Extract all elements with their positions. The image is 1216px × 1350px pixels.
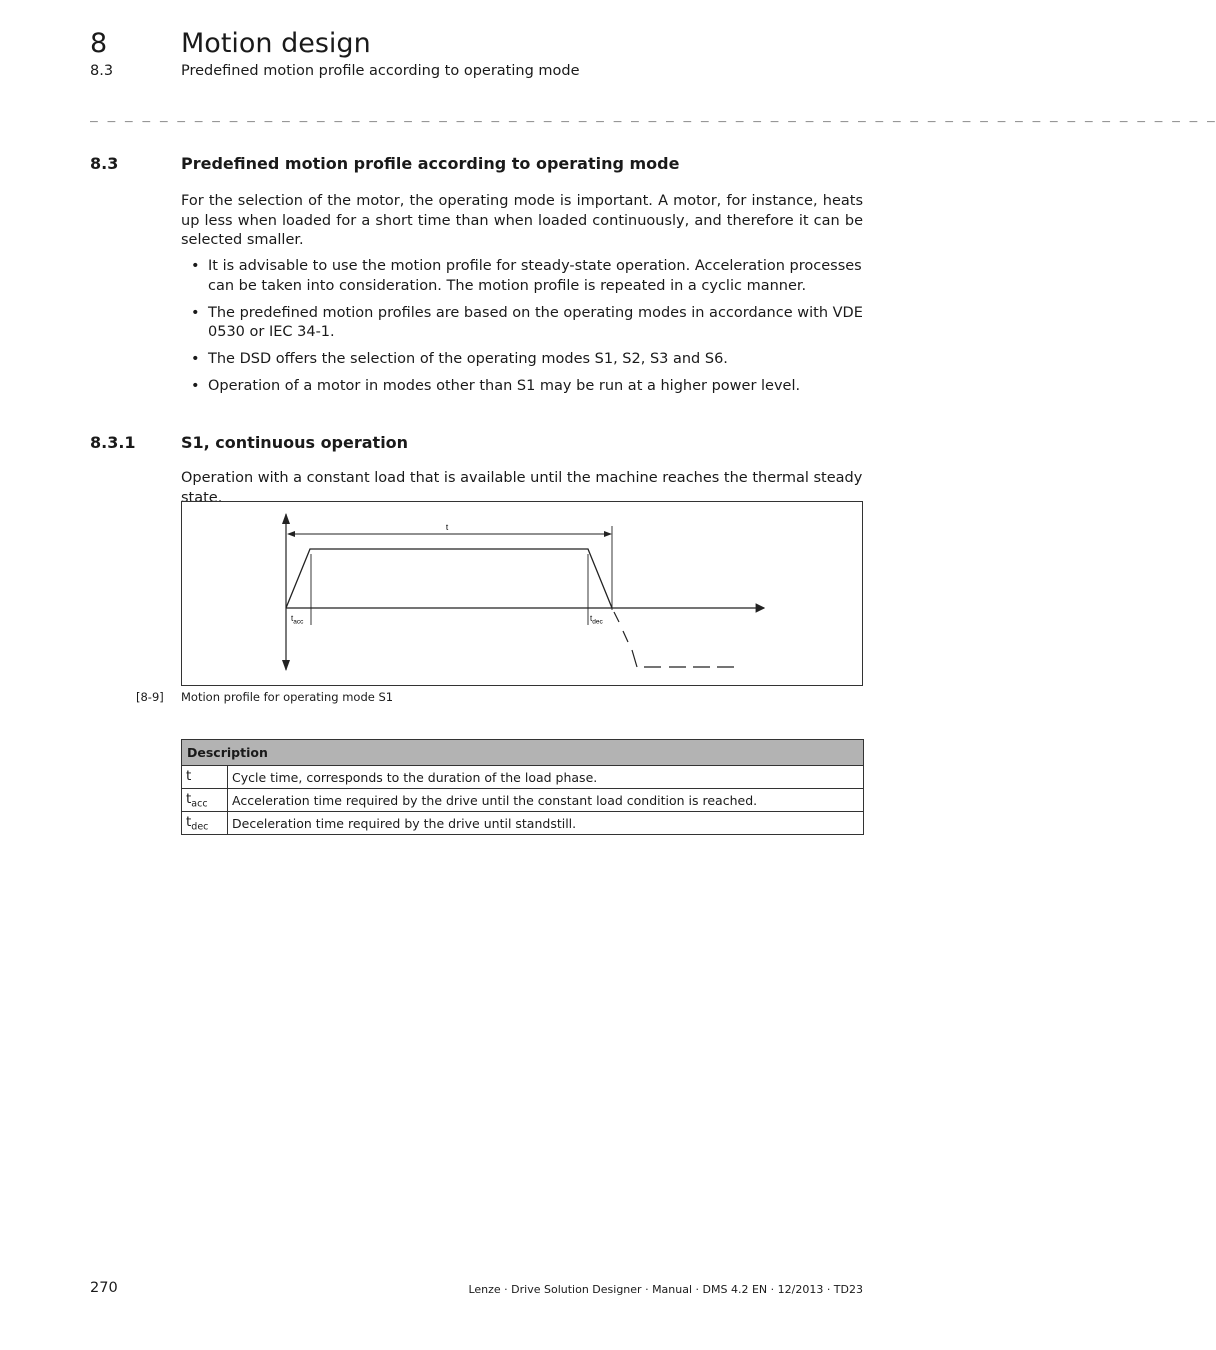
header-rule: _ _ _ _ _ _ _ _ _ _ _ _ _ _ _ _ _ _ _ _ _ _ _ _ _ _ _ _ _ _ _ _ _ _ _ _ _ _ _ _ _ _ _ _ _ _ _ _ _ _ _ _ _ _ _ _ _ _ _ _ _ _ _ _ _ (90, 108, 1216, 123)
symbol-cell: $t_{acc}$ (182, 789, 228, 812)
subsection-text: Operation with a constant load that is available until the machine reaches the thermal steady state. (181, 470, 863, 506)
table-row (182, 789, 864, 812)
page-number: 270 (90, 1280, 118, 1296)
table-row (182, 812, 864, 835)
symbol-cell: $t_{dec}$ (182, 812, 228, 835)
table-row (182, 766, 864, 789)
description-cell: Cycle time, corresponds to the duration of the load phase. (228, 766, 864, 789)
cycle-time-label: t (445, 522, 449, 532)
section-heading: Predefined motion profile according to operating mode (181, 154, 680, 173)
continuation-dashes (614, 612, 734, 667)
header-section-title: Predefined motion profile according to operating mode (181, 63, 580, 79)
description-cell: Deceleration time required by the drive until standstill. (228, 812, 864, 835)
cycle-time-dimension (287, 526, 612, 610)
subsection-number: 8.3.1 (90, 433, 136, 452)
section-intro: For the selection of the motor, the operating mode is important. A motor, for instance, heats up less when loaded for a short time than when loaded continuously, and therefore it can be selected smaller. (181, 193, 863, 248)
table-header: Description (182, 740, 864, 766)
subsection-heading: S1, continuous operation (181, 433, 409, 452)
footer-text: Lenze · Drive Solution Designer · Manual · DMS 4.2 EN · 12/2013 · TD23 (468, 1283, 863, 1296)
list-item: • The DSD offers the selection of the operating modes S1, S2, S3 and S6. (191, 350, 863, 370)
section-number: 8.3 (90, 154, 119, 173)
list-item: • The predefined motion profiles are based on the operating modes in accordance with VDE 0530 or IEC 34-1. (191, 304, 863, 343)
description-table (181, 739, 864, 835)
list-item: • Operation of a motor in modes other than S1 may be run at a higher power level. (191, 377, 863, 397)
list-item: • It is advisable to use the motion profile for steady-state operation. Acceleration processes can be taken into consideration. The motion profile is repeated in a cyclic manner. (191, 257, 863, 296)
header-section-number: 8.3 (90, 63, 114, 79)
motion-profile-diagram (182, 502, 864, 687)
chapter-number: 8 (90, 28, 108, 59)
load-profile-line (286, 549, 612, 608)
figure-caption-number: [8-9] (136, 690, 164, 704)
bullet-list (191, 257, 863, 404)
description-cell: Acceleration time required by the drive until the constant load condition is reached. (228, 789, 864, 812)
motion-profile-figure (181, 501, 863, 686)
figure-caption: Motion profile for operating mode S1 (181, 690, 394, 704)
vertical-axis (282, 513, 290, 671)
tacc-label: $t_{acc}$ (291, 614, 304, 626)
symbol-cell: t (182, 766, 228, 789)
chapter-title: Motion design (181, 28, 371, 59)
tdec-label: $t_{dec}$ (590, 614, 603, 626)
